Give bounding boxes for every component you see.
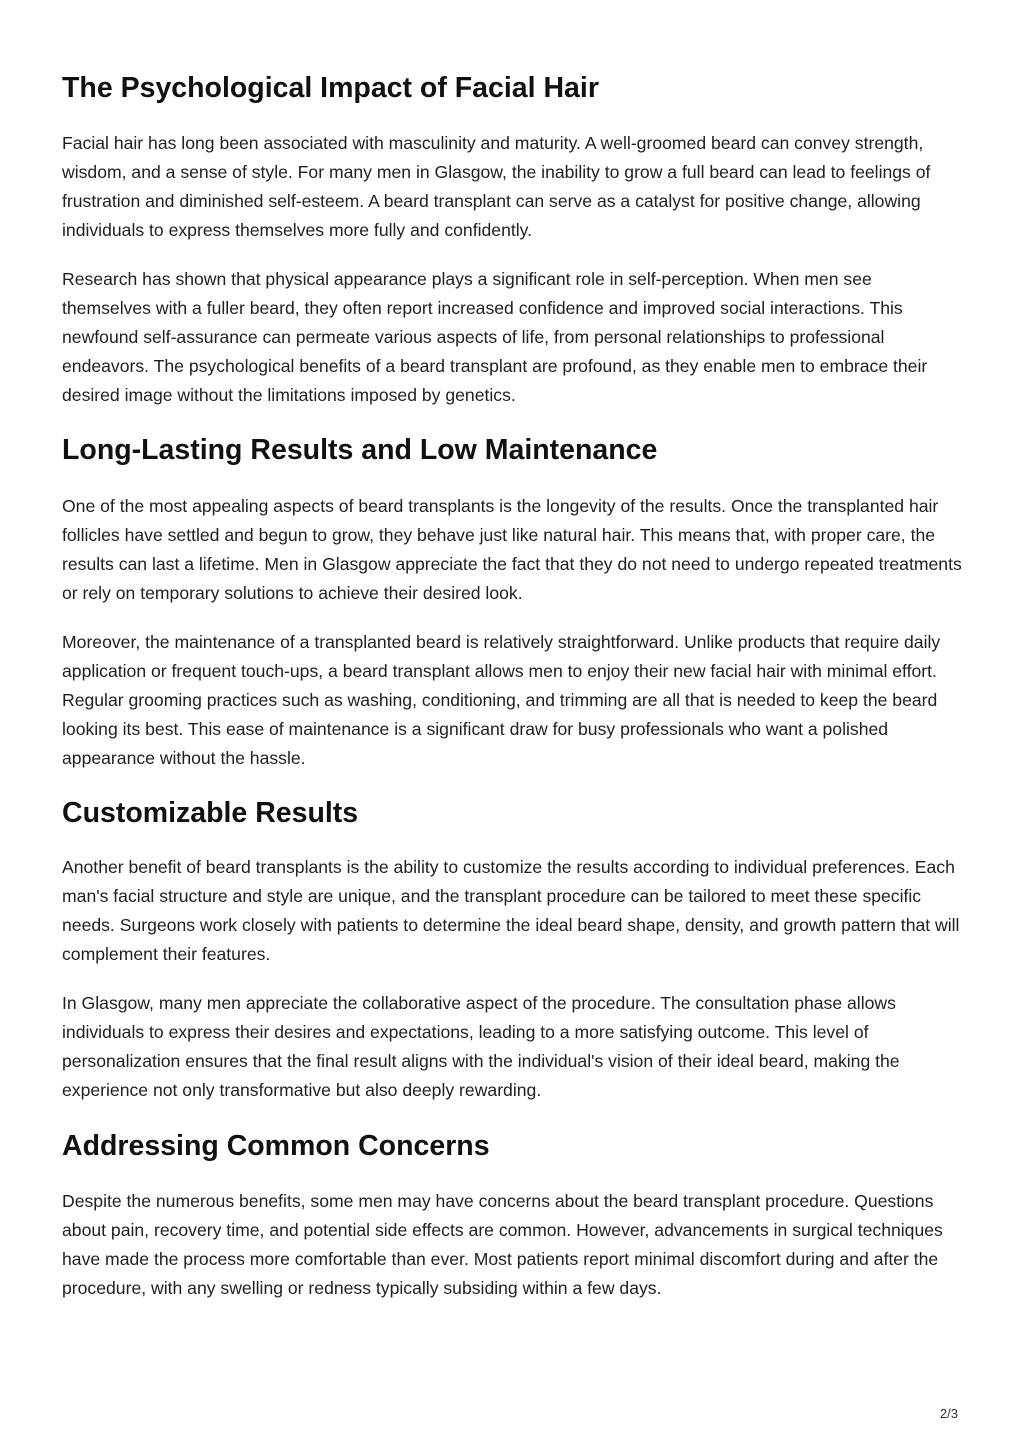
section-heading: Long-Lasting Results and Low Maintenance — [62, 434, 658, 466]
paragraph: Another benefit of beard transplants is the ability to customize the results according to individual preferences. Each man's facial structure and style are unique, and the transplant procedure can be tailored to meet these specific needs. Surgeons work closely with patients to determine the ideal beard shape, density, and growth pattern that will complement their features. — [62, 857, 960, 964]
page-number: 2/3 — [939, 1406, 958, 1421]
paragraph: Despite the numerous benefits, some men may have concerns about the beard transplant procedure. Questions about pain, recovery time, and potential side effects are common. However, advancements in surgical techniques have made the process more comfortable than ever. Most patients report minimal discomfort during and after the procedure, with any swelling or redness typically subsiding within a few days. — [62, 1191, 943, 1298]
section-heading: Addressing Common Concerns — [62, 1130, 490, 1162]
paragraph: Facial hair has long been associated with masculinity and maturity. A well-groomed beard can convey strength, wisdom, and a sense of style. For many men in Glasgow, the inability to grow a full beard can lead to feelings of frustration and diminished self-esteem. A beard transplant can serve as a catalyst for positive change, allowing individuals to express themselves more fully and confidently. — [62, 133, 931, 240]
paragraph: One of the most appealing aspects of beard transplants is the longevity of the results. Once the transplanted hair follicles have settled and begun to grow, they behave just like natural hair. This means that, with proper care, the results can last a lifetime. Men in Glasgow appreciate the fact that they do not need to undergo repeated treatments or rely on temporary solutions to achieve their desired look. — [62, 496, 962, 603]
section-heading: The Psychological Impact of Facial Hair — [62, 72, 599, 104]
paragraph: Moreover, the maintenance of a transplanted beard is relatively straightforward. Unlike products that require daily application or frequent touch-ups, a beard transplant allows men to enjoy their new facial hair with minimal effort. Regular grooming practices such as washing, conditioning, and trimming are all that is needed to keep the beard looking its best. This ease of maintenance is a significant draw for busy professionals who want a polished appearance without the hassle. — [62, 632, 941, 768]
section-heading: Customizable Results — [62, 797, 359, 829]
paragraph: In Glasgow, many men appreciate the collaborative aspect of the procedure. The consultation phase allows individuals to express their desires and expectations, leading to a more satisfying outcome. This level of personalization ensures that the final result aligns with the individual's vision of their ideal beard, making the experience not only transformative but also deeply rewarding. — [62, 993, 900, 1100]
paragraph: Research has shown that physical appearance plays a significant role in self-perception. When men see themselves with a fuller beard, they often report increased confidence and improved social interactions. This newfound self-assurance can permeate various aspects of life, from personal relationships to professional endeavors. The psychological benefits of a beard transplant are profound, as they enable men to embrace their desired image without the limitations imposed by genetics. — [62, 269, 928, 405]
